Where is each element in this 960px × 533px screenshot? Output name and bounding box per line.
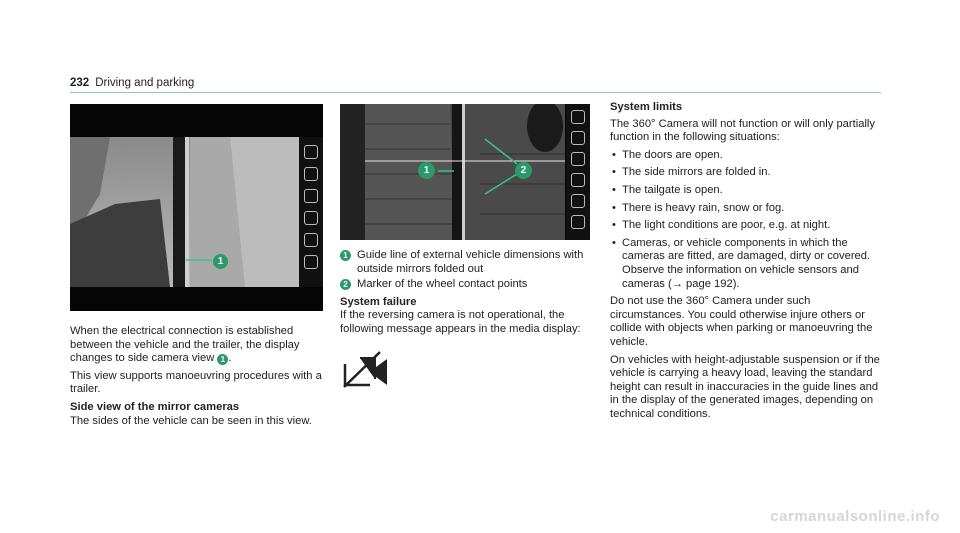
car-top-icon[interactable] xyxy=(304,189,318,203)
car-top-icon[interactable] xyxy=(571,152,585,166)
side-view-icon[interactable] xyxy=(571,173,585,187)
section-heading: Side view of the mirror cameras xyxy=(70,400,240,413)
legend-text: Marker of the wheel contact points xyxy=(357,278,528,291)
legend-item xyxy=(340,249,595,276)
paragraph: On vehicles with height-adjustable suspension or if the vehicle is carrying a heavy load, leaving the standard height can result in inaccuracies in the guide lines and in the display of the generated images, depending on technical conditions. xyxy=(610,353,880,420)
list-item: • The side mirrors are folded in. xyxy=(610,166,882,180)
page-number: 232 xyxy=(70,77,90,89)
rear-view-icon[interactable] xyxy=(571,194,585,208)
legend-item xyxy=(340,278,595,292)
figure-mirror-camera xyxy=(340,104,590,240)
trailer-view-icon[interactable] xyxy=(304,145,318,159)
reverse-view-icon[interactable] xyxy=(571,215,585,229)
section-heading: System failure xyxy=(340,295,417,308)
middle-column xyxy=(340,249,595,393)
paragraph: If the reversing camera is not operational, the following message appears in the media display: xyxy=(340,309,581,335)
legend-marker: 2 xyxy=(340,279,351,290)
camera-view-sidebar xyxy=(566,104,590,240)
camera-off-icon xyxy=(342,349,388,389)
inline-marker-1: 1 xyxy=(217,354,228,365)
paragraph: The 360° Camera will not function or will only partially function in the following situations: xyxy=(610,117,876,144)
list-item: • Cameras, or vehicle components in which the cameras are fitted, are damaged, dirty or covered. Observe the information on vehicle sensors and cameras (→ page 192). xyxy=(610,237,882,291)
list-item: • There is heavy rain, snow or fog. xyxy=(610,202,882,216)
front-view-icon[interactable] xyxy=(304,167,318,181)
list-item: • The doors are open. xyxy=(610,149,882,163)
paragraph: Do not use the 360° Camera under such circumstances. You could otherwise injure others or collide with objects when parking or manoeuvring the vehicle. xyxy=(610,295,873,348)
left-column xyxy=(70,325,325,432)
trailer-view-icon[interactable] xyxy=(571,110,585,124)
watermark: carmanualsonline.info xyxy=(770,508,940,525)
rear-view-icon[interactable] xyxy=(304,233,318,247)
camera-image xyxy=(70,104,323,311)
legend-text: Guide line of external vehicle dimensions with outside mirrors folded out xyxy=(357,249,584,275)
list-item: • The light conditions are poor, e.g. at night. xyxy=(610,219,882,233)
reverse-view-icon[interactable] xyxy=(304,255,318,269)
paragraph: This view supports manoeuvring procedures with a trailer. xyxy=(70,369,322,396)
legend-marker: 1 xyxy=(340,250,351,261)
section-title: Driving and parking xyxy=(95,77,195,89)
figure-side-camera-trailer xyxy=(70,104,323,311)
paragraph: The sides of the vehicle can be seen in this view. xyxy=(70,414,312,427)
right-column xyxy=(610,101,882,425)
header-rule xyxy=(70,92,881,93)
figure2-marker-2: 2 xyxy=(515,162,532,179)
list-item: • The tailgate is open. xyxy=(610,184,882,198)
front-view-icon[interactable] xyxy=(571,131,585,145)
figure2-marker-1: 1 xyxy=(418,162,435,179)
page-header xyxy=(70,77,194,89)
paragraph: When the electrical connection is established between the vehicle and the trailer, the display changes to side camera view 1 . xyxy=(70,325,300,365)
figure1-marker-1: 1 xyxy=(213,254,228,269)
section-heading: System limits xyxy=(610,101,683,113)
camera-image xyxy=(340,104,590,240)
side-view-icon[interactable] xyxy=(304,211,318,225)
camera-view-sidebar xyxy=(299,137,323,287)
bullet-list xyxy=(610,149,882,291)
